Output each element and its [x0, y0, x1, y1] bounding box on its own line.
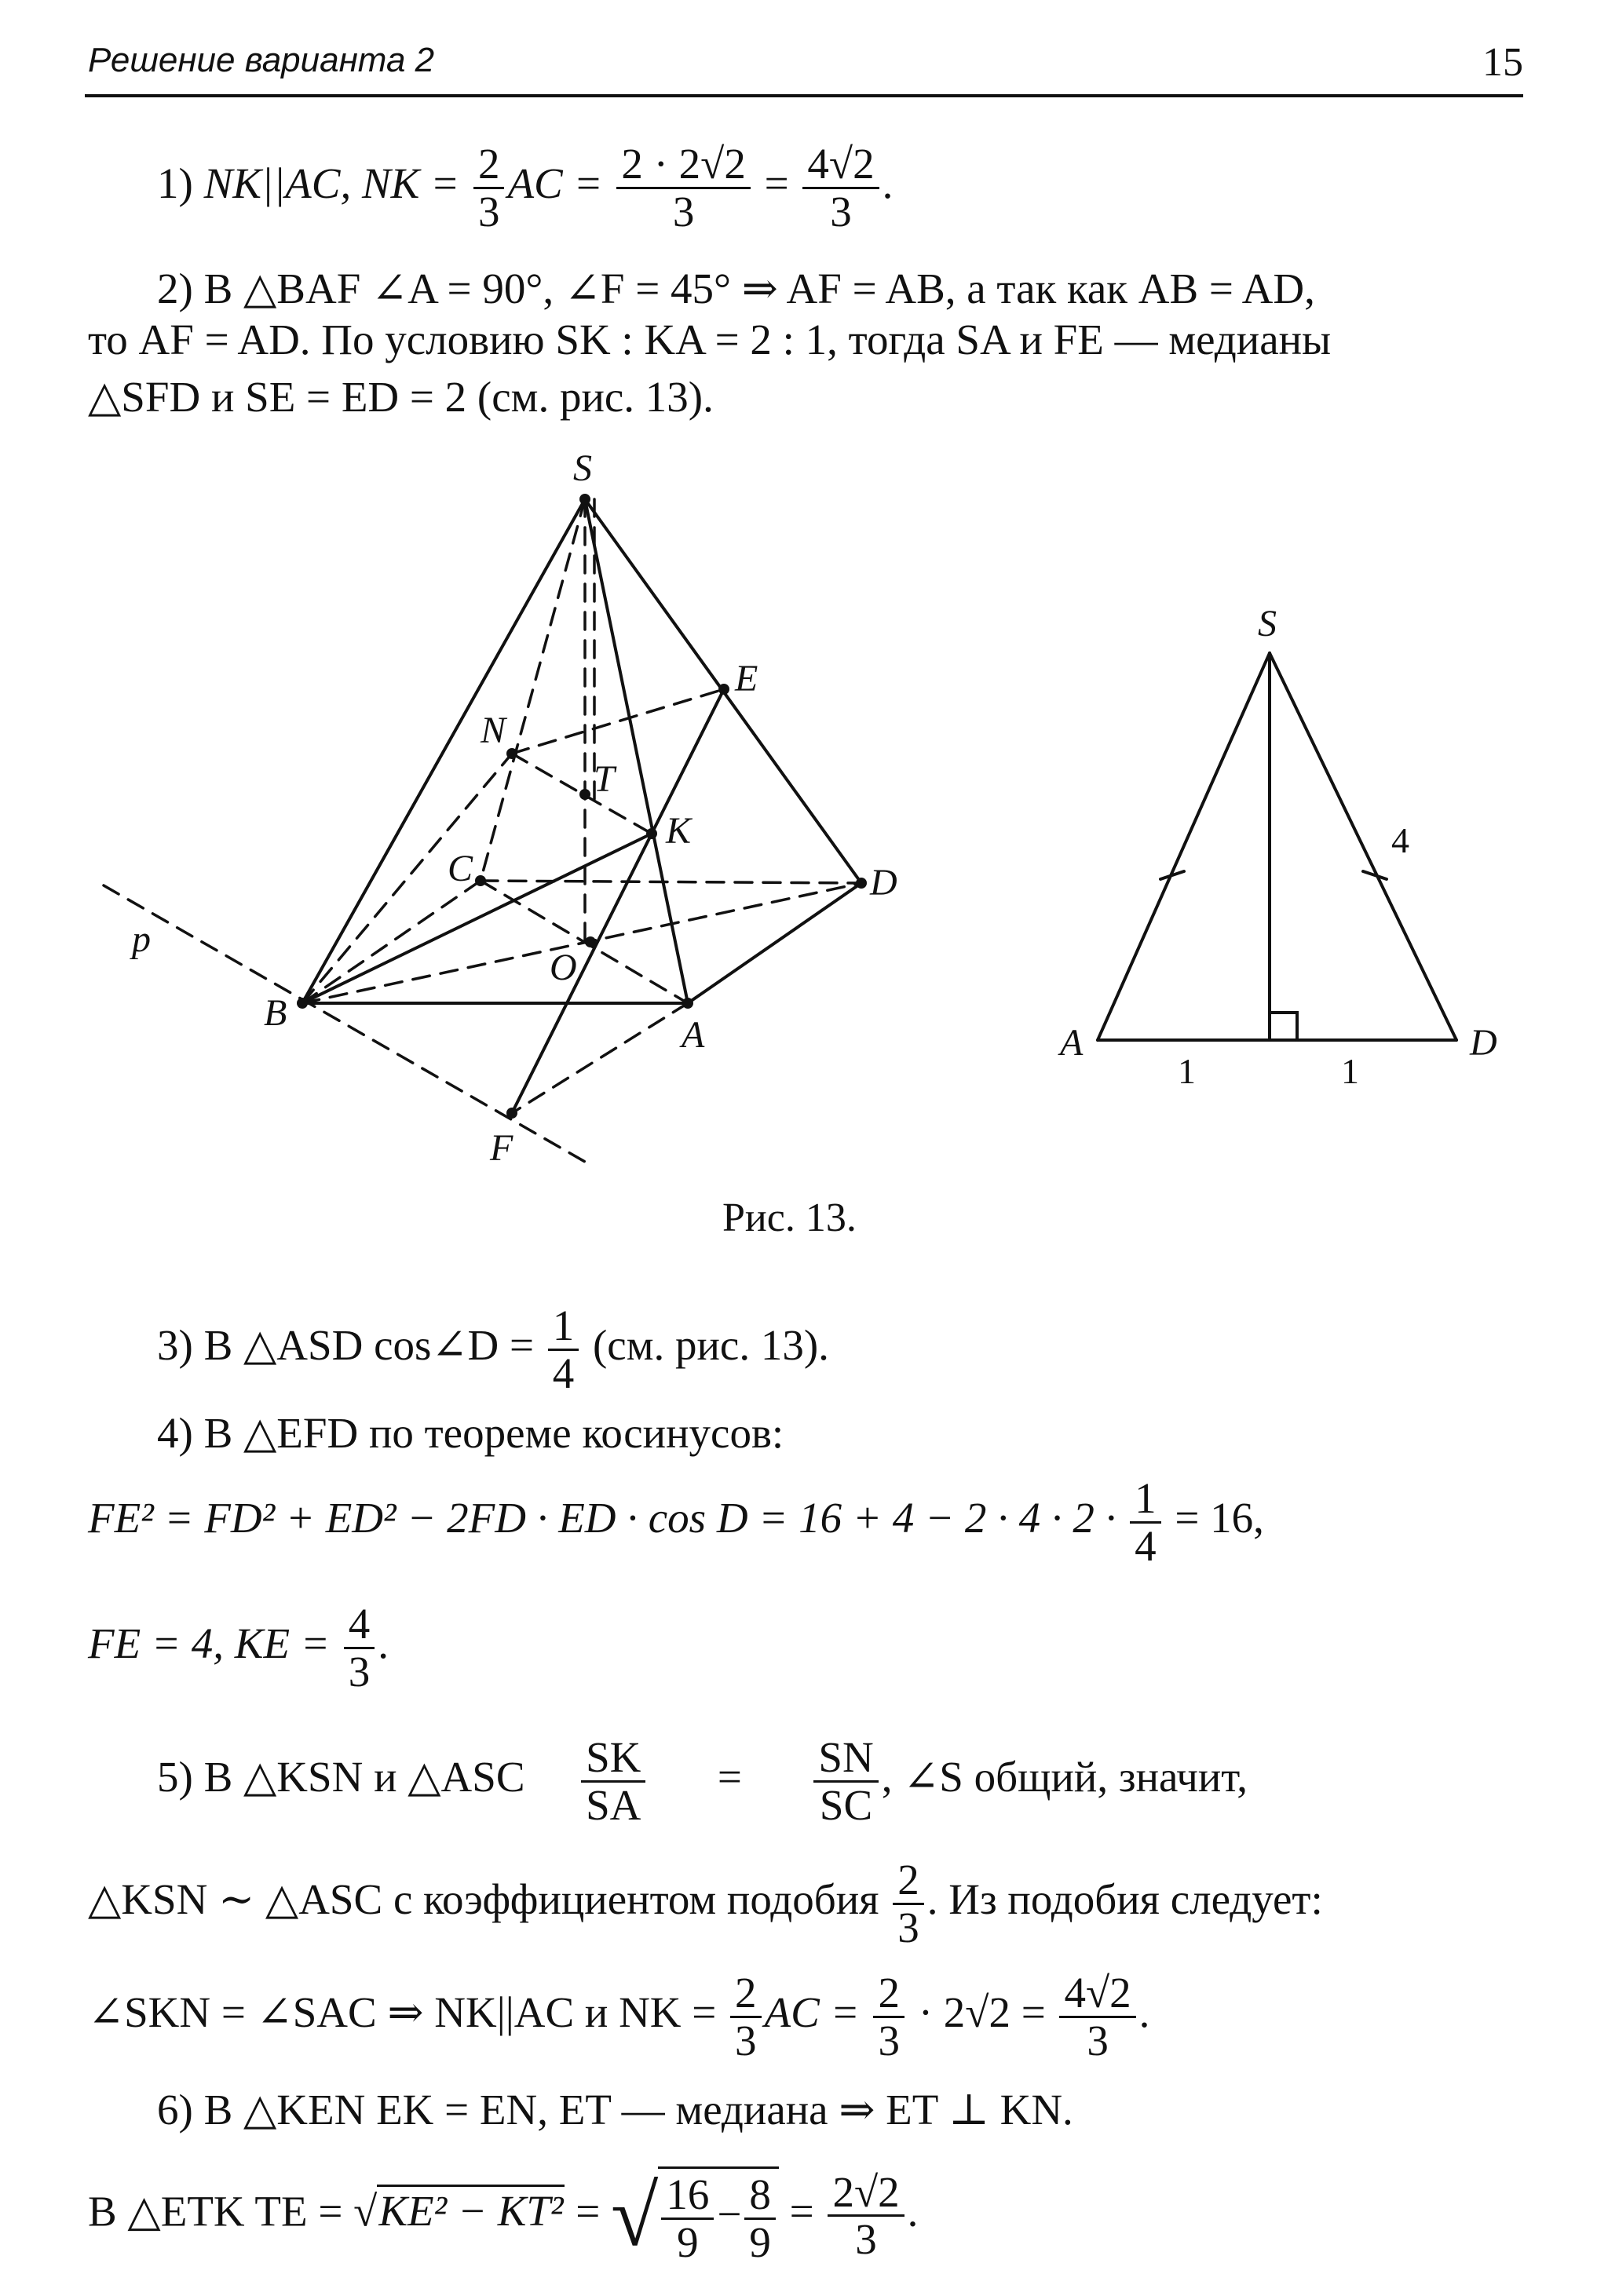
fraction: $\frac{4}{3}$	[344, 1601, 375, 1695]
triangle-half-right: 1	[1341, 1051, 1359, 1091]
step-6-line-1: 6) В △KEN EK = EN, ET — медиана ⇒ ET ⊥ KN.	[157, 2086, 1073, 2134]
figure-caption: Рис. 13.	[722, 1195, 857, 1240]
label-p: p	[132, 918, 151, 960]
point-O	[585, 936, 596, 947]
fraction: $\frac{1}{4}$	[548, 1303, 579, 1396]
triangle-label-S: S	[1258, 603, 1277, 644]
step-2-line-1: 2) В △BAF ∠A = 90°, ∠F = 45° ⇒ AF = AB, а так как AB = AD,	[157, 265, 1315, 312]
step-4-formula: FE² = FD² + ED² − 2FD · ED · cos D = 16 + 4 − 2 · 4 · 2 · $\frac{1}{4}$ = 16,	[88, 1474, 1264, 1570]
edge-CD	[481, 881, 861, 883]
fraction: $\frac{SK}{SA}$	[581, 1735, 645, 1828]
edge-SA	[585, 499, 688, 1003]
fraction: $\frac{16}{9}$	[661, 2172, 714, 2265]
step-6-line-2: В △ETK TE = √KE² − KT² = √ $\frac{16}{9}$ − $\frac{8}{9}$ = $\frac{2√2}{3}$ .	[88, 2167, 919, 2266]
edge-SB	[302, 499, 585, 1003]
step-1-nk: NK||AC, NK =	[203, 159, 460, 207]
triangle-label-D: D	[1470, 1022, 1497, 1064]
segment-NE	[512, 689, 724, 754]
point-E	[718, 684, 729, 695]
label-O: O	[550, 947, 577, 988]
running-header-title: Решение варианта 2	[88, 41, 435, 79]
segment-BK	[302, 834, 652, 1003]
point-T	[579, 789, 590, 800]
point-K	[646, 828, 657, 839]
point-A	[682, 998, 693, 1009]
square-root: √KE² − KT²	[353, 2185, 565, 2235]
triangle-side-SD	[1270, 653, 1456, 1040]
fraction: $\frac{1}{4}$	[1130, 1476, 1161, 1569]
page-number: 15	[1482, 40, 1523, 85]
step-3: 3) В △ASD cos∠D = $\frac{1}{4}$ (см. рис. 13).	[157, 1301, 829, 1397]
triangle-half-left: 1	[1178, 1051, 1196, 1091]
fraction: $\frac{8}{9}$	[744, 2172, 776, 2265]
step-5-line-3: ∠SKN = ∠SAC ⇒ NK||AC и NK = $\frac{2}{3}$ AC = $\frac{2}{3}$ · 2√2 = $\frac{4√2}{3}$ .	[88, 1969, 1150, 2064]
fraction: $\frac{2}{3}$	[730, 1970, 762, 2064]
step-2-line-2: то AF = AD. По условию SK : KA = 2 : 1, тогда SA и FE — медианы	[88, 316, 1332, 363]
label-B: B	[264, 992, 287, 1034]
fraction: $\frac{2}{3}$	[873, 1970, 904, 2064]
edge-SC	[481, 499, 585, 881]
point-D	[856, 878, 867, 889]
square-root-large: √ $\frac{16}{9}$ − $\frac{8}{9}$	[611, 2166, 779, 2265]
step-2-line-3: △SFD и SE = ED = 2 (см. рис. 13).	[88, 373, 714, 421]
fraction: $\frac{2√2}{3}$	[828, 2170, 904, 2263]
label-A: A	[682, 1014, 705, 1056]
point-N	[506, 748, 517, 759]
fraction: $\frac{SN}{SC}$	[813, 1735, 878, 1828]
label-S: S	[573, 447, 592, 489]
diagonal-BD	[302, 883, 861, 1003]
label-N: N	[481, 710, 506, 751]
step-5-line-1: 5) В △KSN и △ASC $\frac{SK}{SA}$ = $\frac{SN}{SC}$ , ∠S общий, значит,	[157, 1733, 1248, 1829]
point-C	[475, 875, 486, 886]
label-E: E	[735, 658, 758, 699]
point-F	[506, 1108, 517, 1119]
point-B	[297, 998, 308, 1009]
label-F: F	[490, 1127, 513, 1169]
fraction: $\frac{4√2}{3}$	[802, 141, 879, 235]
label-K: K	[666, 810, 692, 852]
step-1-number: 1)	[157, 159, 193, 207]
point-S	[579, 494, 590, 505]
fraction: $\frac{2}{3}$	[893, 1857, 924, 1951]
step-1-ac: AC =	[507, 159, 603, 207]
step-1: 1) NK||AC, NK = $\frac{2}{3}$ AC = $\frac{2 \cdot 2√2}{3}$ = $\frac{4√2}{3}$ .	[157, 140, 894, 235]
fraction: $\frac{4√2}{3}$	[1059, 1970, 1135, 2064]
fraction: $\frac{2}{3}$	[473, 141, 505, 235]
triangle-side-SA	[1098, 653, 1270, 1040]
step-4-fe-line: FE = 4, KE = $\frac{4}{3}$ .	[88, 1600, 389, 1696]
triangle-side-length: 4	[1391, 820, 1409, 860]
label-D: D	[870, 862, 897, 903]
step-4-line-1: 4) В △EFD по теореме косинусов:	[157, 1409, 784, 1457]
right-angle-mark	[1270, 1013, 1297, 1040]
label-T: T	[594, 758, 615, 800]
label-C: C	[448, 848, 473, 889]
fraction: $\frac{2 \cdot 2√2}{3}$	[616, 141, 751, 235]
step-5-line-2: △KSN ∼ △ASC с коэффициентом подобия $\frac{2}{3}$ . Из подобия следует:	[88, 1856, 1323, 1951]
triangle-label-A: A	[1060, 1022, 1084, 1064]
